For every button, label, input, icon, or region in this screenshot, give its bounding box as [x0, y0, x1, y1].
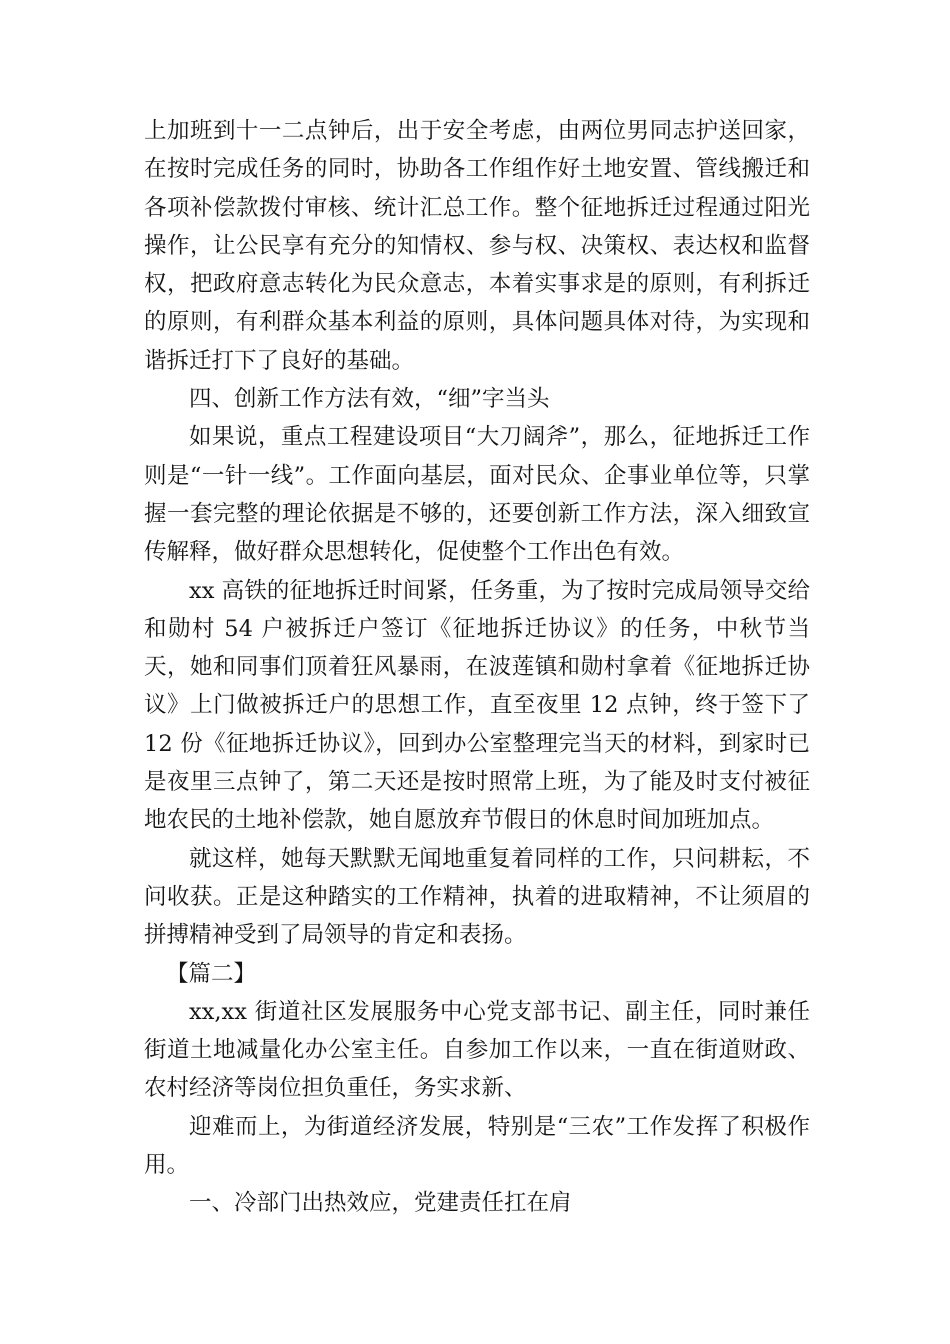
- section-heading-4: 四、创新工作方法有效，“细”字当头: [189, 386, 550, 413]
- paragraph-summary: 就这样，她每天默默无闻地重复着同样的工作，只问耕耘，不问收获。正是这种踏实的工作精神，执着的进取精神，不让须眉的拼搏精神受到了局领导的肯定和表扬。: [144, 845, 810, 949]
- paragraph-intro-cont: 迎难而上，为街道经济发展，特别是“三农”工作发挥了积极作用。: [144, 1113, 810, 1179]
- section-heading-1: 一、冷部门出热效应，党建责任扛在肩: [189, 1190, 572, 1217]
- paragraph-high-speed-rail: xx 高铁的征地拆迁时间紧，任务重，为了按时完成局领导交给和勋村 54 户被拆迁户签订《征地拆迁协议》的任务，中秋节当天，她和同事们顶着狂风暴雨，在波莲镇和勋村拿着《征地拆迁协议》上门做被拆迁户的思想工作，直至夜里 12 点钟，终于签下了 12 份《征地拆迁协议》，回到办公室整理完当天的材料，到家时已是夜里三点钟了，第二天还是按时照常上班，为了能及时支付被征地农民的土地补偿款，她自愿放弃节假日的休息时间加班加点。: [144, 577, 810, 834]
- part-two-label: 【篇二】: [166, 960, 257, 987]
- paragraph-method: 如果说，重点工程建设项目“大刀阔斧”，那么，征地拆迁工作则是“一针一线”。工作面向基层，面对民众、企事业单位等，只掌握一套完整的理论依据是不够的，还要创新工作方法，深入细致宣传解释，做好群众思想转化，促使整个工作出色有效。: [144, 424, 810, 566]
- paragraph-intro: xx,xx 街道社区发展服务中心党支部书记、副主任，同时兼任街道土地减量化办公室主任。自参加工作以来，一直在街道财政、农村经济等岗位担负重任，务实求新、: [144, 998, 810, 1102]
- paragraph-continuation: 上加班到十一二点钟后，出于安全考虑，由两位男同志护送回家，在按时完成任务的同时，协助各工作组作好土地安置、管线搬迁和各项补偿款拨付审核、统计汇总工作。整个征地拆迁过程通过阳光操作，让公民享有充分的知情权、参与权、决策权、表达权和监督权，把政府意志转化为民众意志，本着实事求是的原则，有利拆迁的原则，有利群众基本利益的原则，具体问题具体对待，为实现和谐拆迁打下了良好的基础。: [144, 118, 810, 374]
- document-page: [144, 112, 810, 1223]
